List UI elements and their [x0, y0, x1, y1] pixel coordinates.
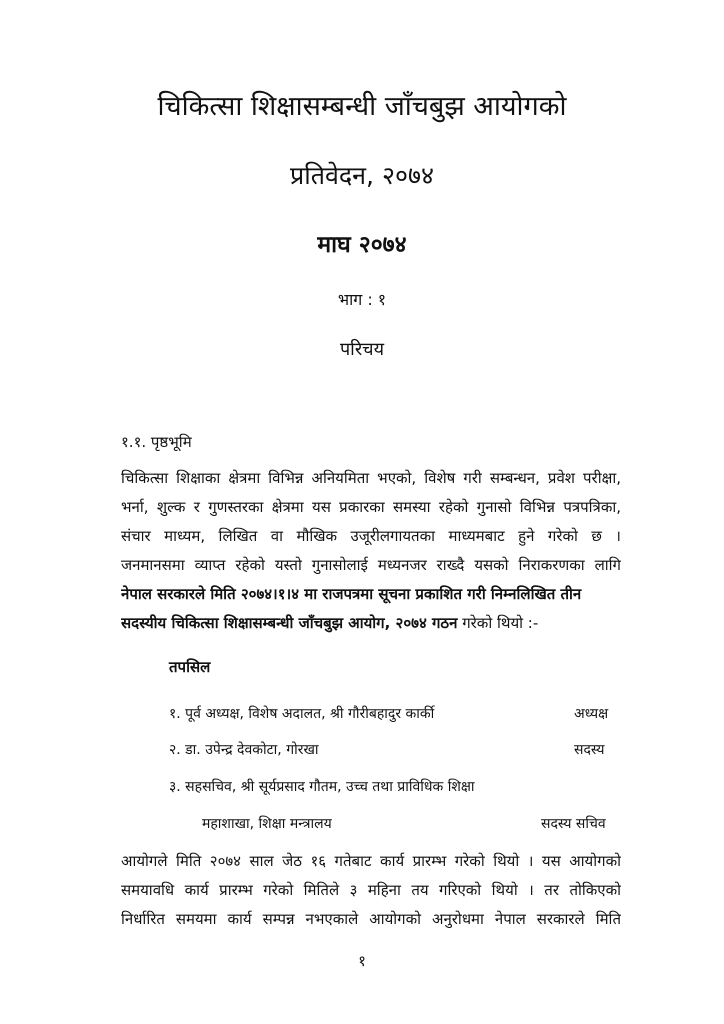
paragraph-line: आयोगले मिति २०७४ साल जेठ १६ गतेबाट कार्य प्रारम्भ गरेको थियो । यस आयोगको [121, 852, 621, 870]
report-date: माघ २०७४ [317, 232, 407, 258]
member-role: सदस्य [574, 742, 605, 758]
paragraph-line: भर्ना, शुल्क र गुणस्तरका क्षेत्रमा यस प्रकारका समस्या रहेको गुनासो विभिन्न पत्रपत्रिका, [121, 498, 621, 516]
report-subtitle: प्रतिवेदन, २०७४ [290, 161, 434, 190]
schedule-heading: तपसिल [169, 658, 211, 676]
section-heading: १.१. पृष्ठभूमि [121, 433, 192, 451]
paragraph-line: चिकित्सा शिक्षाका क्षेत्रमा विभिन्न अनियमिता भएको, विशेष गरी सम्बन्धन, प्रवेश परीक्षा, [121, 469, 621, 487]
paragraph-tail: गरेको थियो :- [457, 614, 539, 632]
background-paragraph [121, 464, 621, 638]
bold-text: सदस्यीय चिकित्सा शिक्षासम्बन्धी जाँचबुझ आयोग, २०७४ गठन [121, 614, 458, 632]
paragraph-line-mixed [121, 609, 621, 638]
member-name-continued: महाशाखा, शिक्षा मन्त्रालय [202, 816, 332, 832]
paragraph-line: समयावधि कार्य प्रारम्भ गरेको मितिले ३ महिना तय गरिएको थियो । तर तोकिएको [121, 881, 621, 899]
part-title: परिचय [339, 339, 385, 360]
bold-text: नेपाल सरकारले मिति २०७४।१।४ मा राजपत्रमा सूचना प्रकाशित गरी निम्नलिखित तीन [121, 585, 582, 603]
member-role: सदस्य सचिव [541, 816, 606, 832]
paragraph-line: संचार माध्यम, लिखित वा मौखिक उजूरीलगायतका माध्यमबाट हुने गरेको छ । [121, 527, 621, 545]
page-number: १ [358, 952, 366, 970]
paragraph-line-bold [121, 580, 621, 609]
member-name: २. डा. उपेन्द्र देवकोटा, गोरखा [169, 742, 319, 758]
part-number: भाग : १ [337, 290, 387, 309]
member-role: अध्यक्ष [574, 706, 609, 722]
commission-paragraph [121, 847, 621, 934]
paragraph-line: निर्धारित समयमा कार्य सम्पन्न नभएकाले आयोगको अनुरोधमा नेपाल सरकारले मिति [121, 910, 621, 928]
member-name: १. पूर्व अध्यक्ष, विशेष अदालत, श्री गौरीबहादुर कार्की [169, 706, 435, 722]
paragraph-line: जनमानसमा व्याप्त रहेको यस्तो गुनासोलाई मध्यनजर राख्दै यसको निराकरणका लागि [121, 556, 621, 574]
member-name: ३. सहसचिव, श्री सूर्यप्रसाद गौतम, उच्च तथा प्राविधिक शिक्षा [169, 779, 475, 795]
report-title: चिकित्सा शिक्षासम्बन्धी जाँचबुझ आयोगको [157, 91, 567, 122]
